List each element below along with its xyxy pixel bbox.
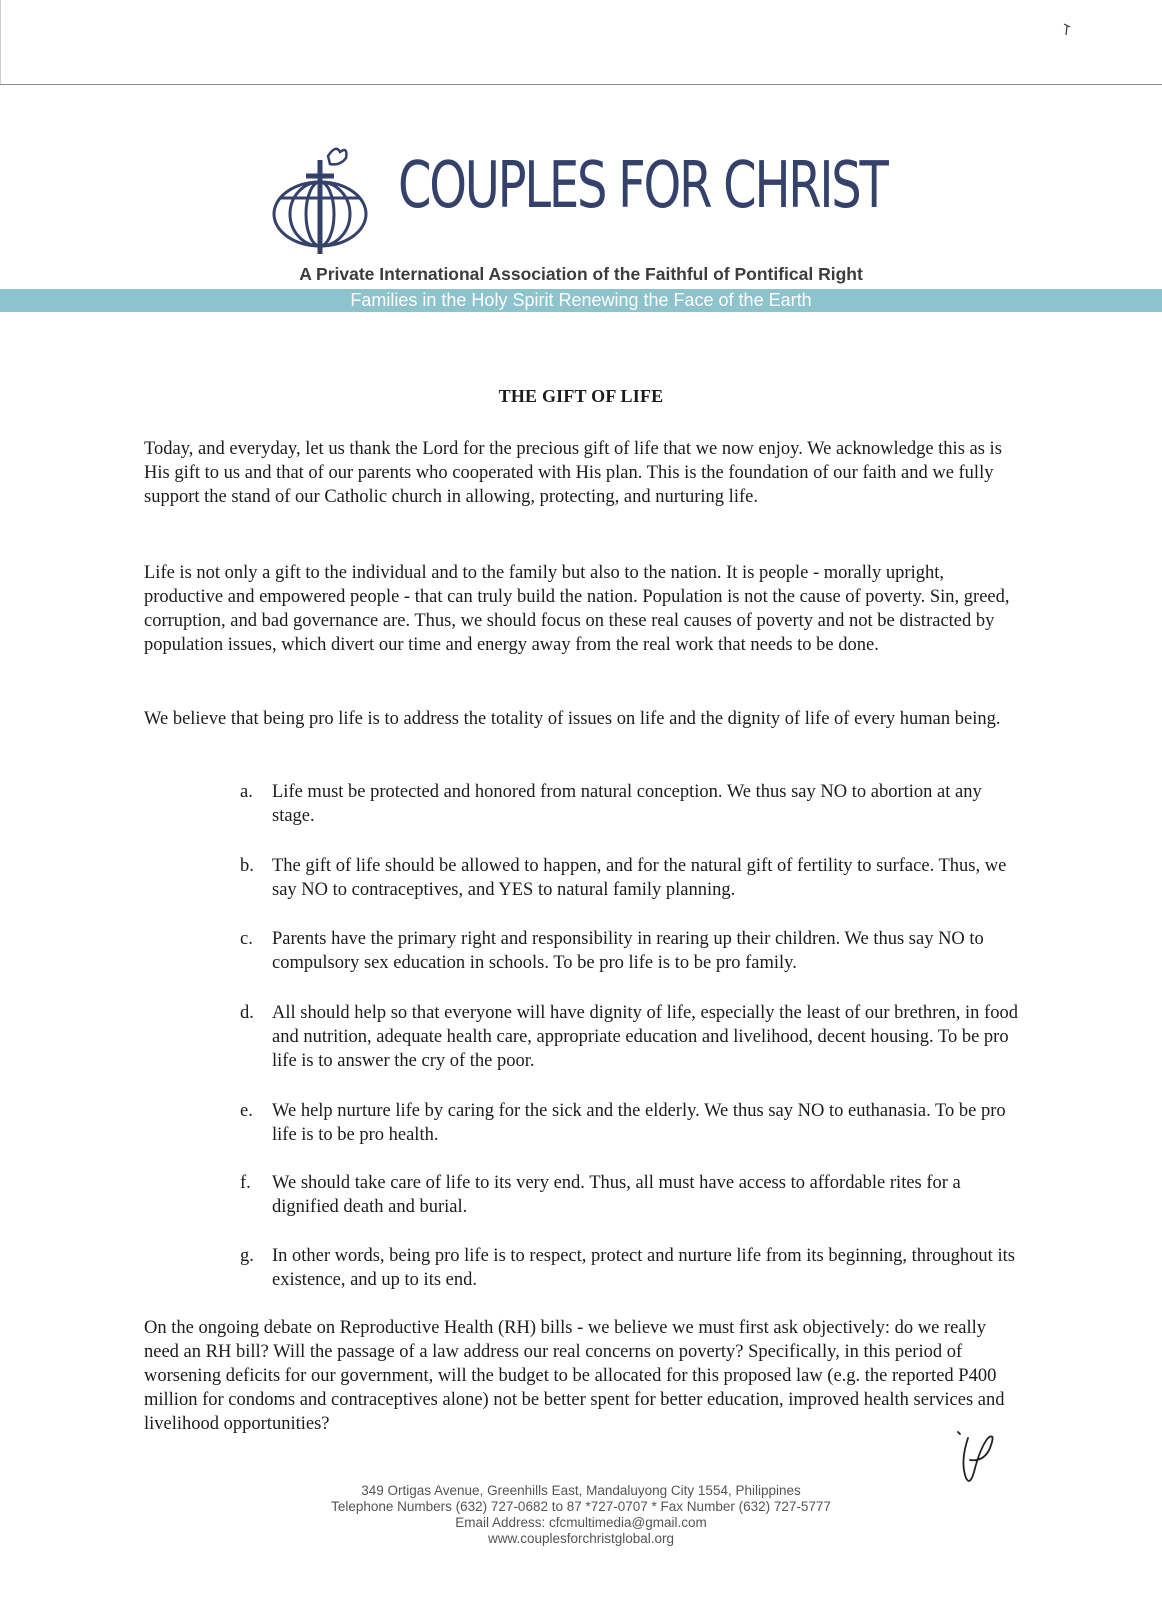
stray-ink-mark (1062, 22, 1072, 36)
tagline-band (0, 289, 1162, 312)
footer-address: 349 Ortigas Avenue, Greenhills East, Mandaluyong City 1554, Philippines (361, 1483, 801, 1498)
handwritten-initial-signature (950, 1428, 1002, 1488)
list-marker: d. (240, 1003, 254, 1023)
list-item (240, 1171, 1020, 1219)
footer-website: www.couplesforchristglobal.org (487, 1531, 675, 1546)
list-marker: e. (240, 1101, 253, 1121)
body-paragraph: Life is not only a gift to the individual and to the family but also to the nation. It is people - morally upright, productive and empowered people - that can truly build the nation. Population is not the cause of poverty. Sin, greed, corruption, and bad governance are. Thus, we should focus on these real causes of poverty and not be distracted by population issues, which divert our time and energy away from the real work that needs to be done. (144, 563, 1010, 655)
list-item-text: We should take care of life to its very end. Thus, all must have access to affordable rites for a dignified death and burial. (272, 1173, 961, 1217)
body-paragraph: We believe that being pro life is to address the totality of issues on life and the dignity of life of every human being. (144, 709, 1001, 729)
footer-email: Email Address: cfcmultimedia@gmail.com (455, 1515, 707, 1530)
list-item-text: Parents have the primary right and responsibility in rearing up their children. We thus say NO to compulsory sex education in schools. To be pro life is to be pro family. (272, 929, 984, 973)
list-item (240, 1001, 1020, 1073)
list-item-text: All should help so that everyone will have dignity of life, especially the least of our brethren, in food and nutrition, adequate health care, appropriate education and livelihood, decent housing. To be pro life is to answer the cry of the poor. (272, 1003, 1018, 1071)
document-title: THE GIFT OF LIFE (498, 386, 664, 406)
closing-paragraph: On the ongoing debate on Reproductive Health (RH) bills - we believe we must first ask objectively: do we really need an RH bill? Will the passage of a law address our real concerns on poverty? Specifically, in this period of worsening deficits for our government, will the budget to be allocated for this proposed law (e.g. the reported P400 million for condoms and contraceptives alone) not be better spent for better education, improved health services and livelihood opportunities? (144, 1318, 1005, 1434)
list-item-text: Life must be protected and honored from natural conception. We thus say NO to abortion at any stage. (272, 782, 982, 826)
list-item (240, 1099, 1020, 1147)
scan-edge-line (0, 0, 1, 84)
list-item (240, 780, 1020, 828)
organization-tagline: Families in the Holy Spirit Renewing the Face of the Earth (350, 290, 812, 310)
list-item (240, 854, 1020, 902)
footer-phone-numbers: Telephone Numbers (632) 727-0682 to 87 *727-0707 * Fax Number (632) 727-5777 (331, 1499, 831, 1514)
list-marker: b. (240, 856, 254, 876)
list-item-text: In other words, being pro life is to respect, protect and nurture life from its beginning, throughout its existence, and up to its end. (272, 1246, 1015, 1290)
list-item (240, 927, 1020, 975)
body-paragraph: Today, and everyday, let us thank the Lord for the precious gift of life that we now enjoy. We acknowledge this as is His gift to us and that of our parents who cooperated with His plan. This is the foundation of our faith and we fully support the stand of our Catholic church in allowing, protecting, and nurturing life. (144, 439, 1002, 507)
organization-subtitle: A Private International Association of the Faithful of Pontifical Right (299, 264, 863, 284)
list-item-text: The gift of life should be allowed to happen, and for the natural gift of fertility to surface. Thus, we say NO to contraceptives, and YES to natural family planning. (272, 856, 1007, 900)
list-marker: c. (240, 929, 253, 949)
list-marker: f. (240, 1173, 251, 1193)
list-marker: a. (240, 782, 253, 802)
organization-name: COUPLES FOR CHRIST (398, 149, 887, 223)
letter-footer (0, 1483, 1162, 1547)
cross-dove-globe-icon (270, 142, 370, 260)
list-marker: g. (240, 1246, 254, 1266)
scan-top-rule (0, 84, 1162, 85)
list-item (240, 1244, 1020, 1292)
list-item-text: We help nurture life by caring for the sick and the elderly. We thus say NO to euthanasia. To be pro life is to be pro health. (272, 1101, 1006, 1145)
